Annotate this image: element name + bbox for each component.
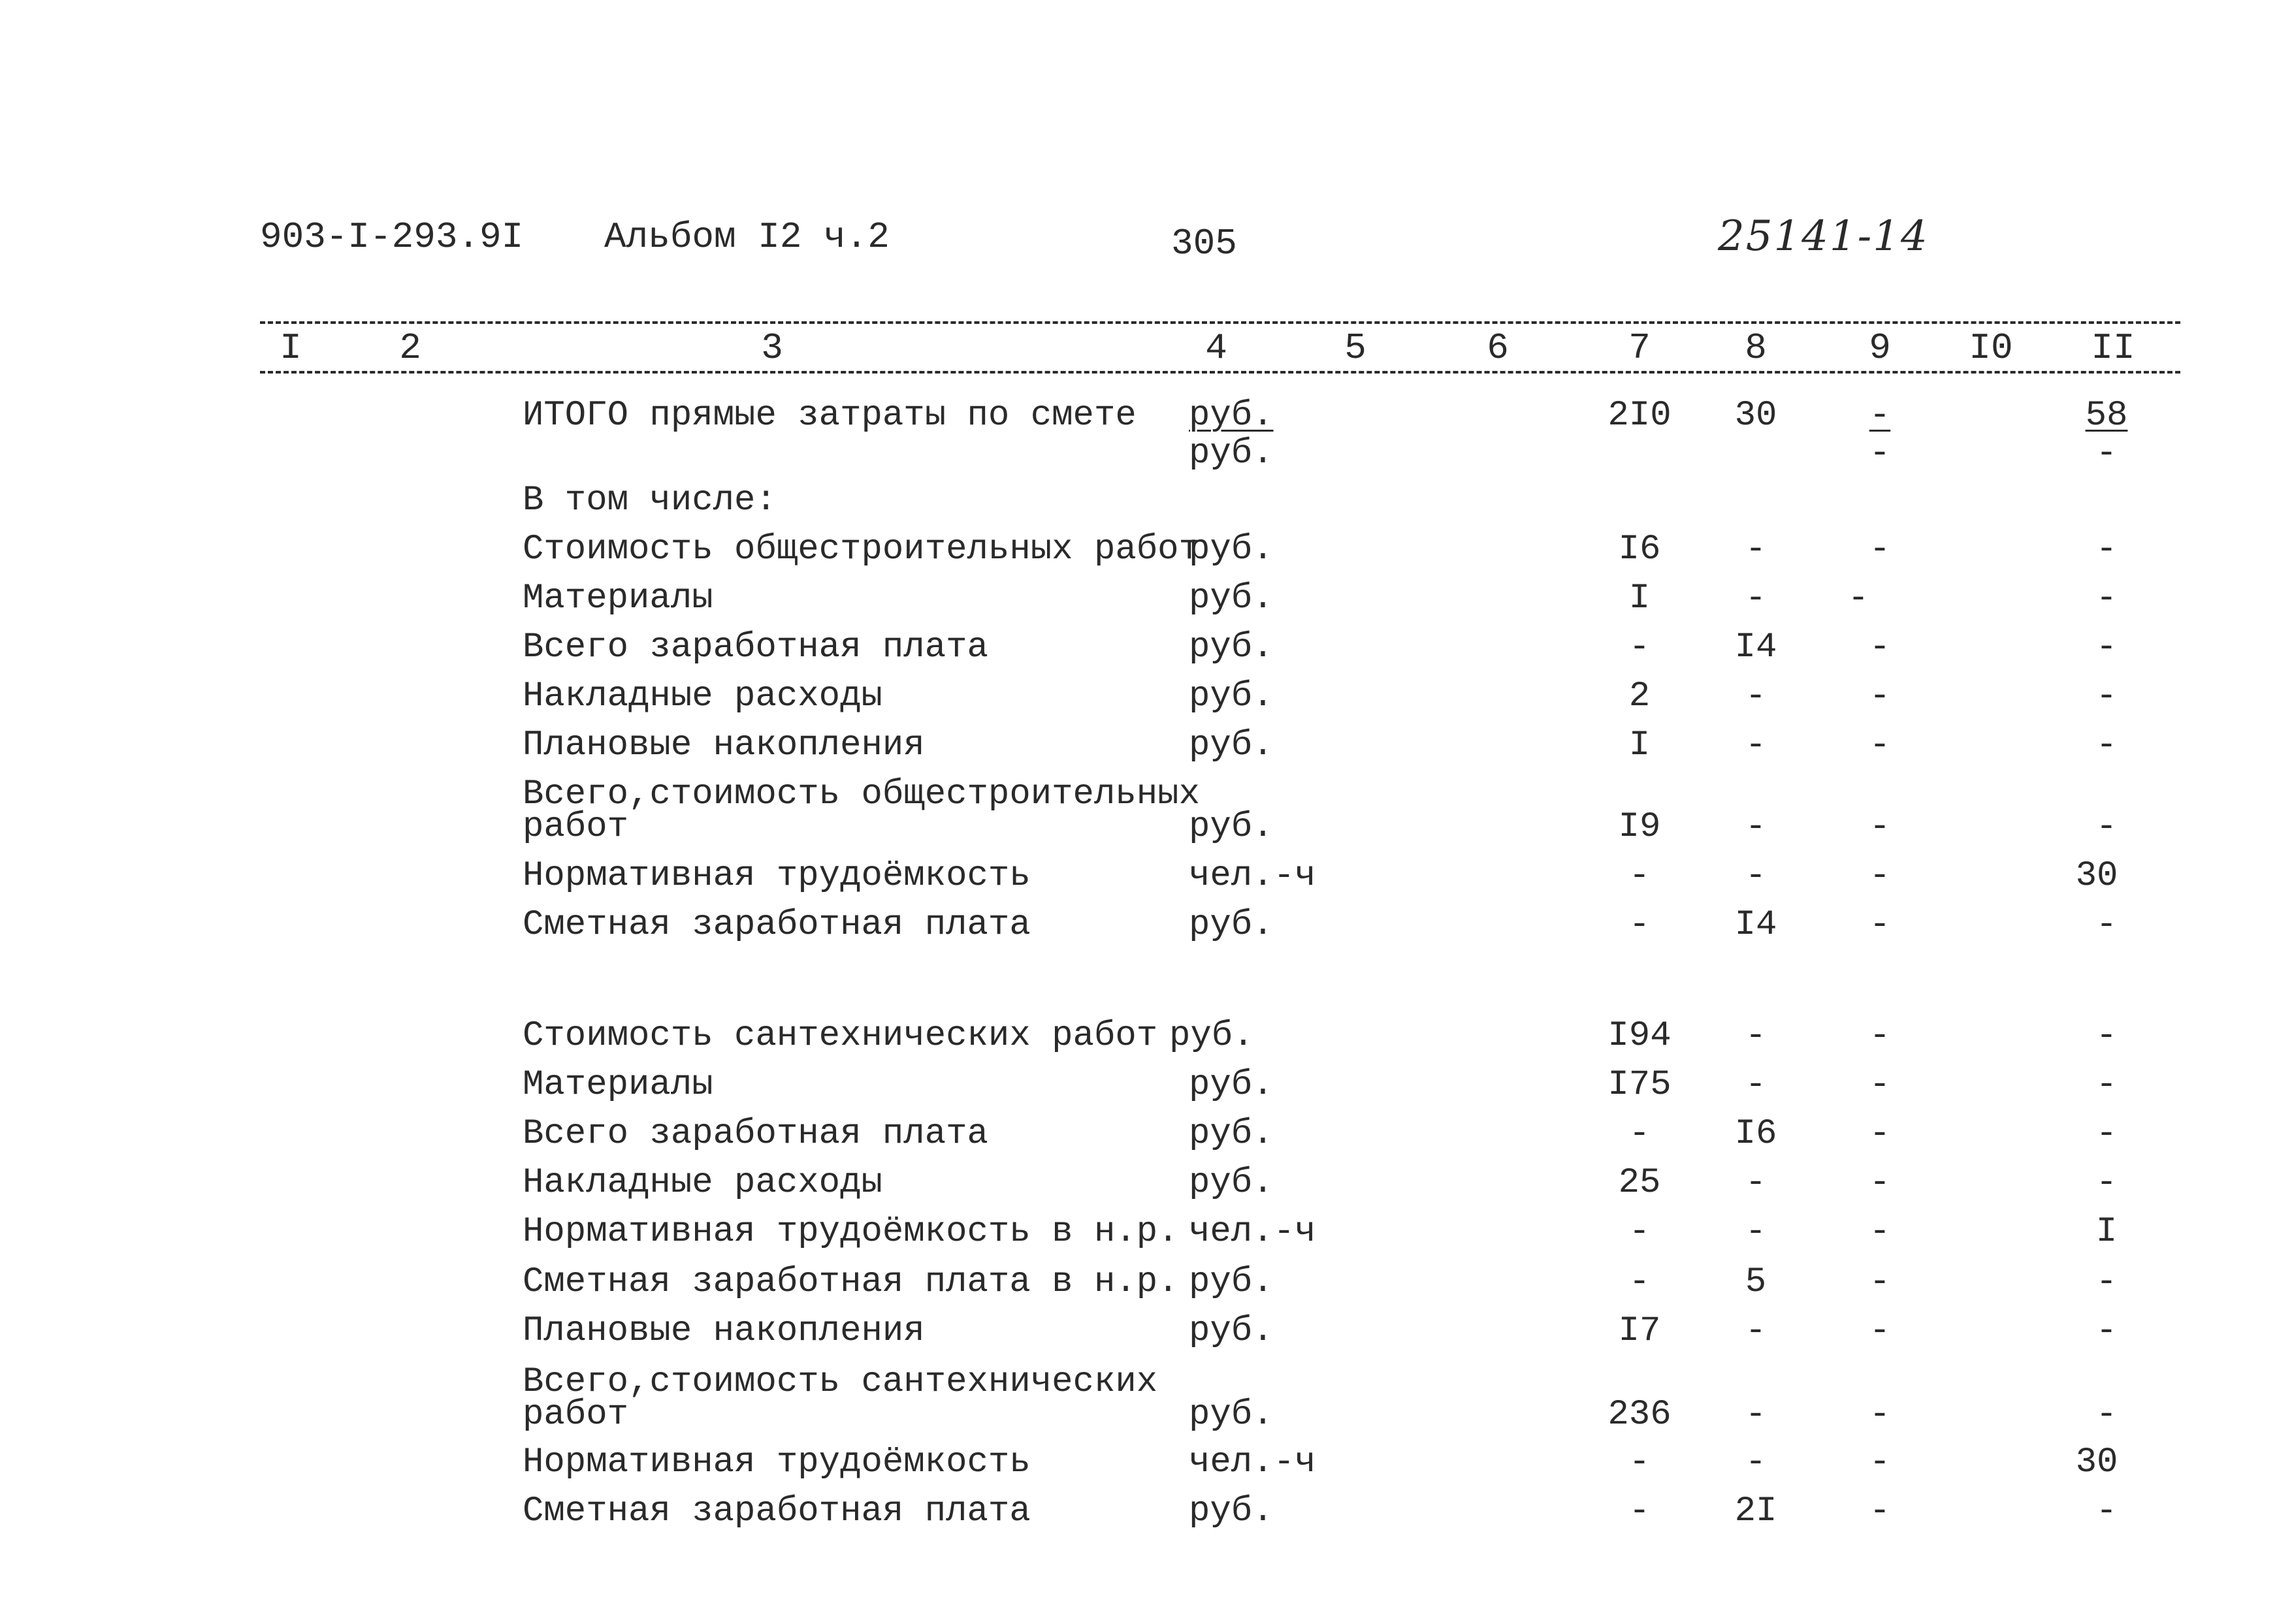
- cell-col9: -: [1869, 530, 1891, 569]
- row-unit: руб.: [1189, 1114, 1274, 1154]
- cell-col7: -: [1628, 1262, 1651, 1302]
- row-unit: руб.: [1189, 905, 1274, 945]
- row-unit: руб.: [1189, 677, 1274, 716]
- cell-col11: -: [2095, 1114, 2118, 1154]
- column-number: 3: [761, 327, 783, 369]
- table-row: [0, 1065, 2294, 1115]
- row-unit: руб.: [1189, 1262, 1274, 1302]
- column-number: 5: [1344, 327, 1366, 369]
- column-header-bottom-rule: [260, 371, 2180, 374]
- row-name: Материалы: [523, 579, 713, 618]
- row-unit: руб.: [1189, 530, 1274, 569]
- cell-col11: -: [2095, 677, 2118, 716]
- cell-col8: I4: [1734, 905, 1777, 945]
- cell-col8: -: [1745, 1442, 1767, 1482]
- unit-fraction: [1189, 398, 1274, 434]
- cell-col8: -: [1745, 1163, 1767, 1203]
- cell-col9-bottom: -: [1869, 434, 1891, 473]
- row-name: Материалы: [523, 1065, 713, 1105]
- cell-col7: -: [1628, 1212, 1651, 1252]
- column-number: I0: [1969, 327, 2013, 369]
- row-unit: руб.: [1189, 1065, 1274, 1105]
- row-name: Стоимость сантехнических работ: [523, 1016, 1158, 1056]
- cell-col8: -: [1745, 807, 1767, 847]
- cell-col9: -: [1847, 579, 1869, 618]
- table-row: [0, 1311, 2294, 1361]
- row-name: Плановые накопления: [523, 725, 925, 765]
- cell-col7: I6: [1618, 530, 1661, 569]
- cell-col8: -: [1745, 1395, 1767, 1435]
- cell-col11: -: [2095, 725, 2118, 765]
- row-unit: руб.: [1189, 807, 1274, 847]
- cell-col9: -: [1869, 1163, 1891, 1203]
- cell-col9: -: [1869, 677, 1891, 716]
- cell-col11: -: [2095, 1262, 2118, 1302]
- cell-col8: -: [1745, 530, 1767, 569]
- row-name: Стоимость общестроительных работ: [523, 530, 1200, 569]
- row-name-continued: работ: [523, 1395, 629, 1435]
- cell-col7: I75: [1607, 1065, 1672, 1105]
- cell-col8: -: [1745, 1016, 1767, 1056]
- row-name: Сметная заработная плата: [523, 1491, 1031, 1531]
- cell-col8: I4: [1734, 628, 1777, 667]
- column-number: 7: [1628, 327, 1651, 369]
- cell-col7: 236: [1607, 1395, 1672, 1435]
- cell-col8: 5: [1745, 1262, 1767, 1302]
- row-unit: руб.: [1189, 1311, 1274, 1351]
- cell-col7: I94: [1607, 1016, 1672, 1056]
- table-row: [0, 1114, 2294, 1164]
- row-name: Всего,стоимость общестроительных: [523, 774, 1200, 814]
- unit-top: руб.: [1189, 396, 1274, 436]
- table-row: [0, 1163, 2294, 1213]
- table-row: [0, 1212, 2294, 1262]
- cell-col11: -: [2095, 807, 2118, 847]
- cell-col11: -: [2095, 1163, 2118, 1203]
- cell-col8: -: [1745, 677, 1767, 716]
- handwritten-number: 25141-14: [1718, 212, 1929, 261]
- table-row: [0, 1442, 2294, 1492]
- cell-col9: -: [1869, 1065, 1891, 1105]
- cell-col8: -: [1745, 725, 1767, 765]
- cell-col9: -: [1869, 1262, 1891, 1302]
- cell-col11: -: [2095, 628, 2118, 667]
- cell-col9: -: [1869, 725, 1891, 765]
- row-unit: руб.: [1189, 1491, 1274, 1531]
- row-name-continued: работ: [523, 807, 629, 847]
- column-header-top-rule: [260, 321, 2180, 324]
- row-name: Всего заработная плата: [523, 628, 988, 667]
- row-name: Сметная заработная плата в н.р.: [523, 1262, 1179, 1302]
- cell-col7: -: [1628, 1491, 1651, 1531]
- document-code: 903-I-293.9I: [260, 216, 524, 258]
- cell-col7: I7: [1618, 1311, 1661, 1351]
- cell-col11: -: [2095, 1311, 2118, 1351]
- column-number: 2: [399, 327, 421, 369]
- cell-col11: -: [2095, 1395, 2118, 1435]
- row-unit: чел.-ч: [1189, 856, 1316, 896]
- cell-col9-top: -: [1869, 396, 1891, 436]
- cell-col8: -: [1745, 579, 1767, 618]
- table-row: [0, 581, 2294, 628]
- cell-col7: 25: [1618, 1163, 1661, 1203]
- table-row: [0, 725, 2294, 775]
- cell-col11: I: [2095, 1212, 2118, 1252]
- cell-col7: -: [1628, 1442, 1651, 1482]
- row-name: Накладные расходы: [523, 1163, 882, 1203]
- row-unit: руб.: [1189, 1163, 1274, 1203]
- table-row: [0, 630, 2294, 677]
- row-unit: чел.-ч: [1189, 1442, 1316, 1482]
- row-name: Нормативная трудоёмкость: [523, 1442, 1031, 1482]
- cell-col9: -: [1869, 1016, 1891, 1056]
- cell-col7: I9: [1618, 807, 1661, 847]
- cell-col8: 30: [1734, 396, 1777, 436]
- cell-col7: -: [1628, 905, 1651, 945]
- cell-col11: -: [2095, 1016, 2118, 1056]
- row-name: ИТОГО прямые затраты по смете: [523, 396, 1137, 436]
- cell-col9: -: [1869, 1114, 1891, 1154]
- table-row: [0, 1262, 2294, 1312]
- cell-col9: -: [1869, 628, 1891, 667]
- cell-col11: -: [2095, 1491, 2118, 1531]
- cell-col8: I6: [1734, 1114, 1777, 1154]
- cell-col8: -: [1745, 1311, 1767, 1351]
- column-number: II: [2091, 327, 2135, 369]
- row-name: Нормативная трудоёмкость в н.р.: [523, 1212, 1179, 1252]
- cell-col11: -: [2095, 1065, 2118, 1105]
- table-row: [0, 905, 2294, 955]
- cell-col11: -: [2095, 905, 2118, 945]
- row-unit: руб.: [1169, 1016, 1254, 1056]
- row-unit: руб.: [1189, 579, 1274, 618]
- page-number: 305: [1171, 223, 1237, 264]
- cell-col8: -: [1745, 1212, 1767, 1252]
- row-name: Всего,стоимость сантехнических: [523, 1362, 1158, 1402]
- cell-col9: -: [1869, 1395, 1891, 1435]
- table-row: [0, 1016, 2294, 1066]
- cell-col11: 30: [2075, 856, 2118, 896]
- table-row: [0, 532, 2294, 579]
- cell-col8: -: [1745, 856, 1767, 896]
- row-unit: руб.: [1189, 628, 1274, 667]
- cell-col9: -: [1869, 905, 1891, 945]
- album-label: Альбом I2 ч.2: [604, 216, 890, 258]
- cell-col7: I: [1628, 725, 1651, 765]
- unit-bottom: руб.: [1189, 434, 1274, 473]
- table-row: [0, 856, 2294, 906]
- table-row: [0, 1362, 2294, 1450]
- row-unit: руб.: [1189, 725, 1274, 765]
- row-unit: чел.-ч: [1189, 1212, 1316, 1252]
- cell-col9: -: [1869, 1212, 1891, 1252]
- subheading: В том числе:: [523, 481, 777, 520]
- column-number: 4: [1205, 327, 1227, 369]
- row-name: Всего заработная плата: [523, 1114, 988, 1154]
- cell-col7: -: [1628, 1114, 1651, 1154]
- column-number: 9: [1869, 327, 1891, 369]
- cell-col7: 2I0: [1607, 396, 1672, 436]
- cell-col7: 2: [1628, 677, 1651, 716]
- cell-col9: -: [1869, 1491, 1891, 1531]
- table-row: [0, 1491, 2294, 1541]
- cell-col7: -: [1628, 856, 1651, 896]
- row-name: Нормативная трудоёмкость: [523, 856, 1031, 896]
- column-number: 8: [1745, 327, 1767, 369]
- table-row: [0, 774, 2294, 862]
- row-name: Накладные расходы: [523, 677, 882, 716]
- cell-col9: -: [1869, 1311, 1891, 1351]
- cell-col11: 30: [2075, 1442, 2118, 1482]
- row-unit: руб.: [1189, 1395, 1274, 1435]
- column-number: I: [280, 327, 302, 369]
- cell-col9: -: [1869, 807, 1891, 847]
- cell-col8: 2I: [1734, 1491, 1777, 1531]
- cell-col9: -: [1869, 1442, 1891, 1482]
- cell-col11-top: 58: [2085, 396, 2128, 436]
- row-name: Плановые накопления: [523, 1311, 925, 1351]
- cell-col7: -: [1628, 628, 1651, 667]
- cell-col8: -: [1745, 1065, 1767, 1105]
- cell-col9: -: [1869, 856, 1891, 896]
- cell-col7: I: [1628, 579, 1651, 618]
- table-row-total: [0, 396, 2294, 473]
- table-row: [0, 679, 2294, 726]
- column-number: 6: [1487, 327, 1509, 369]
- row-name: Сметная заработная плата: [523, 905, 1031, 945]
- cell-col11: -: [2095, 530, 2118, 569]
- cell-col11: -: [2095, 579, 2118, 618]
- cell-col11-bottom: -: [2095, 434, 2118, 473]
